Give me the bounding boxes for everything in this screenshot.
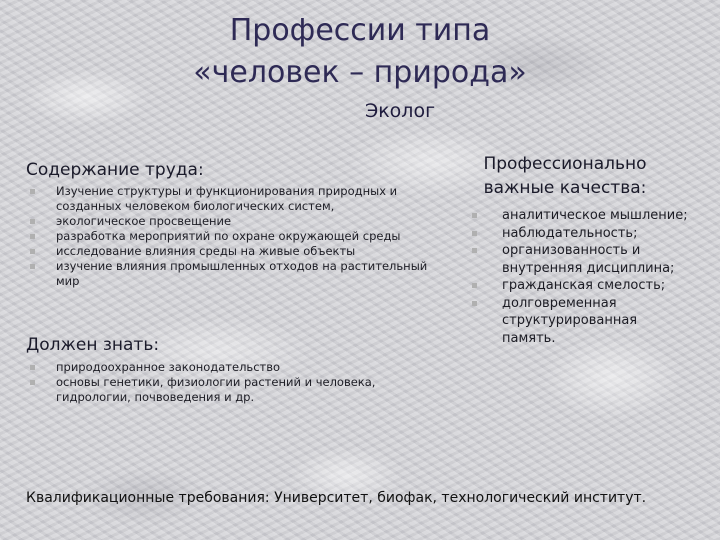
bullet-icon [30,264,35,269]
list-item: экологическое просвещение [30,214,440,229]
qualities-heading-line-2: важные качества: [483,178,647,198]
bullet-icon [30,380,35,385]
work-content-list [30,184,440,289]
bullet-icon [472,231,477,236]
must-know-heading: Должен знать: [26,335,160,355]
slide-subtitle: Эколог [364,100,436,122]
list-item: долговременная структурированная память. [472,295,692,348]
list-item: Изучение структуры и функционирования природных и созданных человеком биологических систем, [30,184,440,214]
list-item: гражданская смелость; [472,277,692,295]
must-know-list [30,360,430,405]
list-item: аналитическое мышление; [472,207,692,225]
slide-title-line-1: Профессии типа [229,13,491,48]
list-item: природоохранное законодательство [30,360,430,375]
list-item: организованность и внутренняя дисциплина; [472,242,692,277]
slide-title-line-2: «человек – природа» [193,55,527,90]
bullet-icon [30,234,35,239]
list-item: наблюдательность; [472,225,692,243]
work-content-heading: Содержание труда: [26,160,204,180]
qualification-requirements [26,490,716,506]
bullet-icon [472,248,477,253]
bullet-icon [472,213,477,218]
qualification-value: Университет, биофак, технологический институт. [269,490,647,506]
list-item: основы генетики, физиологии растений и человека, гидрологии, почвоведения и др. [30,375,430,405]
bullet-icon [472,301,477,306]
qualities-heading-line-1: Профессионально [483,154,647,174]
qualification-label: Квалификационные требования: [26,490,270,506]
list-item: исследование влияния среды на живые объекты [30,244,440,259]
qualities-list [472,207,692,347]
bullet-icon [30,189,35,194]
slide-title [0,10,720,94]
bullet-icon [30,219,35,224]
qualities-heading [470,152,660,200]
list-item: разработка мероприятий по охране окружающей среды [30,229,440,244]
bullet-icon [472,283,477,288]
list-item: изучение влияния промышленных отходов на растительный мир [30,259,440,289]
bullet-icon [30,365,35,370]
bullet-icon [30,249,35,254]
